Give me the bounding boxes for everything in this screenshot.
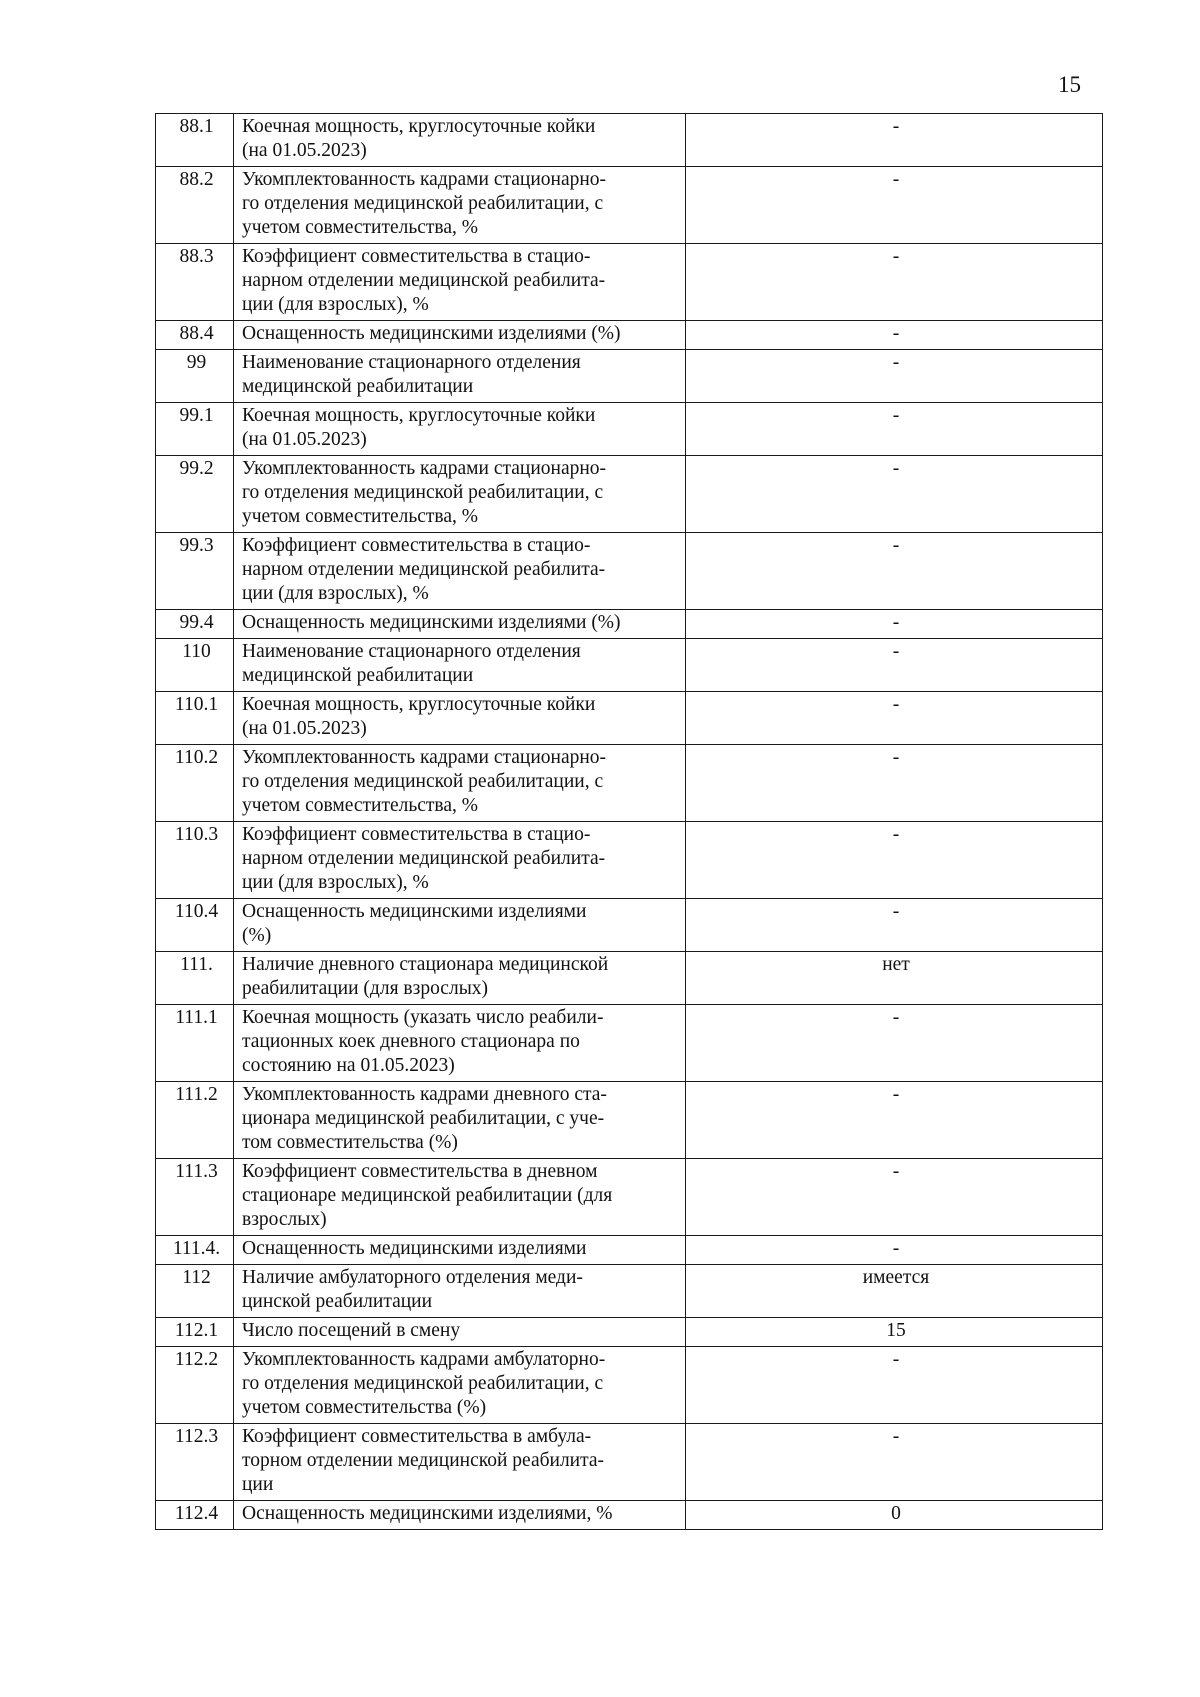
page-number: 15 (1058, 72, 1081, 97)
table-row (156, 403, 1103, 456)
row-value: - (686, 1082, 1103, 1159)
row-label: Наименование стационарного отделения медицинской реабилитации (234, 350, 686, 403)
row-value: 15 (686, 1318, 1103, 1347)
row-number: 88.4 (156, 321, 234, 350)
row-label: Укомплектованность кадрами амбулаторно- го отделения медицинской реабилитации, с учетом совместительства (%) (234, 1347, 686, 1424)
row-value: - (686, 822, 1103, 899)
row-label: Укомплектованность кадрами стационарно- го отделения медицинской реабилитации, с учетом совместительства, % (234, 167, 686, 244)
row-label: Коечная мощность, круглосуточные койки (на 01.05.2023) (234, 692, 686, 745)
row-label: Наименование стационарного отделения медицинской реабилитации (234, 639, 686, 692)
row-value: - (686, 1424, 1103, 1501)
row-label: Укомплектованность кадрами стационарно- го отделения медицинской реабилитации, с учетом совместительства, % (234, 745, 686, 822)
table-row (156, 1424, 1103, 1501)
row-value: - (686, 1347, 1103, 1424)
row-number: 99.3 (156, 533, 234, 610)
row-number: 88.2 (156, 167, 234, 244)
row-number: 111. (156, 952, 234, 1005)
row-value: - (686, 745, 1103, 822)
row-number: 110.3 (156, 822, 234, 899)
row-number: 88.3 (156, 244, 234, 321)
row-value: имеется (686, 1265, 1103, 1318)
row-label: Число посещений в смену (234, 1318, 686, 1347)
row-label: Укомплектованность кадрами стационарно- го отделения медицинской реабилитации, с учетом совместительства, % (234, 456, 686, 533)
row-value: 0 (686, 1501, 1103, 1530)
row-number: 99 (156, 350, 234, 403)
row-value: - (686, 639, 1103, 692)
row-label: Оснащенность медицинскими изделиями, % (234, 1501, 686, 1530)
row-number: 111.3 (156, 1159, 234, 1236)
table-row (156, 1501, 1103, 1530)
row-value: - (686, 610, 1103, 639)
row-number: 112 (156, 1265, 234, 1318)
row-value: - (686, 456, 1103, 533)
row-label: Коэффициент совместительства в амбула- торном отделении медицинской реабилита- ции (234, 1424, 686, 1501)
row-label: Коечная мощность, круглосуточные койки (на 01.05.2023) (234, 114, 686, 167)
row-number: 112.3 (156, 1424, 234, 1501)
table-row (156, 244, 1103, 321)
row-value: - (686, 899, 1103, 952)
indicators-table (155, 113, 1103, 1530)
table-row (156, 899, 1103, 952)
row-label: Оснащенность медицинскими изделиями (234, 1236, 686, 1265)
row-number: 110.2 (156, 745, 234, 822)
row-value: - (686, 692, 1103, 745)
row-number: 99.2 (156, 456, 234, 533)
row-value: - (686, 403, 1103, 456)
row-number: 110.4 (156, 899, 234, 952)
row-number: 99.1 (156, 403, 234, 456)
table-row (156, 114, 1103, 167)
row-number: 110.1 (156, 692, 234, 745)
row-label: Коечная мощность (указать число реабили- тационных коек дневного стационара по состоянию на 01.05.2023) (234, 1005, 686, 1082)
table-row (156, 822, 1103, 899)
table-row (156, 350, 1103, 403)
table-row (156, 745, 1103, 822)
row-number: 110 (156, 639, 234, 692)
row-label: Коэффициент совместительства в стацио- нарном отделении медицинской реабилита- ции (для взрослых), % (234, 822, 686, 899)
table-row (156, 952, 1103, 1005)
row-value: - (686, 244, 1103, 321)
row-label: Наличие амбулаторного отделения меди- цинской реабилитации (234, 1265, 686, 1318)
table-row (156, 1005, 1103, 1082)
row-number: 88.1 (156, 114, 234, 167)
row-label: Укомплектованность кадрами дневного ста- ционара медицинской реабилитации, с уче- том совместительства (%) (234, 1082, 686, 1159)
row-label: Коэффициент совместительства в стацио- нарном отделении медицинской реабилита- ции (для взрослых), % (234, 244, 686, 321)
table-row (156, 1082, 1103, 1159)
row-value: - (686, 1005, 1103, 1082)
table-row (156, 1265, 1103, 1318)
row-value: - (686, 533, 1103, 610)
table-body (156, 114, 1103, 1530)
table-row (156, 639, 1103, 692)
row-label: Коэффициент совместительства в стацио- нарном отделении медицинской реабилита- ции (для взрослых), % (234, 533, 686, 610)
table-row (156, 1318, 1103, 1347)
table-row (156, 1347, 1103, 1424)
row-number: 112.4 (156, 1501, 234, 1530)
row-value: - (686, 1236, 1103, 1265)
table-row (156, 692, 1103, 745)
row-value: - (686, 321, 1103, 350)
row-label: Оснащенность медицинскими изделиями (%) (234, 899, 686, 952)
table-row (156, 1236, 1103, 1265)
row-number: 111.2 (156, 1082, 234, 1159)
table-row (156, 1159, 1103, 1236)
table-row (156, 321, 1103, 350)
row-value: - (686, 1159, 1103, 1236)
row-label: Оснащенность медицинскими изделиями (%) (234, 321, 686, 350)
row-number: 112.1 (156, 1318, 234, 1347)
row-number: 111.1 (156, 1005, 234, 1082)
row-value: нет (686, 952, 1103, 1005)
table-row (156, 456, 1103, 533)
row-label: Коечная мощность, круглосуточные койки (на 01.05.2023) (234, 403, 686, 456)
row-value: - (686, 350, 1103, 403)
row-value: - (686, 167, 1103, 244)
row-value: - (686, 114, 1103, 167)
row-number: 112.2 (156, 1347, 234, 1424)
row-label: Наличие дневного стационара медицинской реабилитации (для взрослых) (234, 952, 686, 1005)
table-row (156, 533, 1103, 610)
row-number: 99.4 (156, 610, 234, 639)
row-label: Коэффициент совместительства в дневном стационаре медицинской реабилитации (для взрослых) (234, 1159, 686, 1236)
table-row (156, 610, 1103, 639)
row-number: 111.4. (156, 1236, 234, 1265)
table-row (156, 167, 1103, 244)
row-label: Оснащенность медицинскими изделиями (%) (234, 610, 686, 639)
